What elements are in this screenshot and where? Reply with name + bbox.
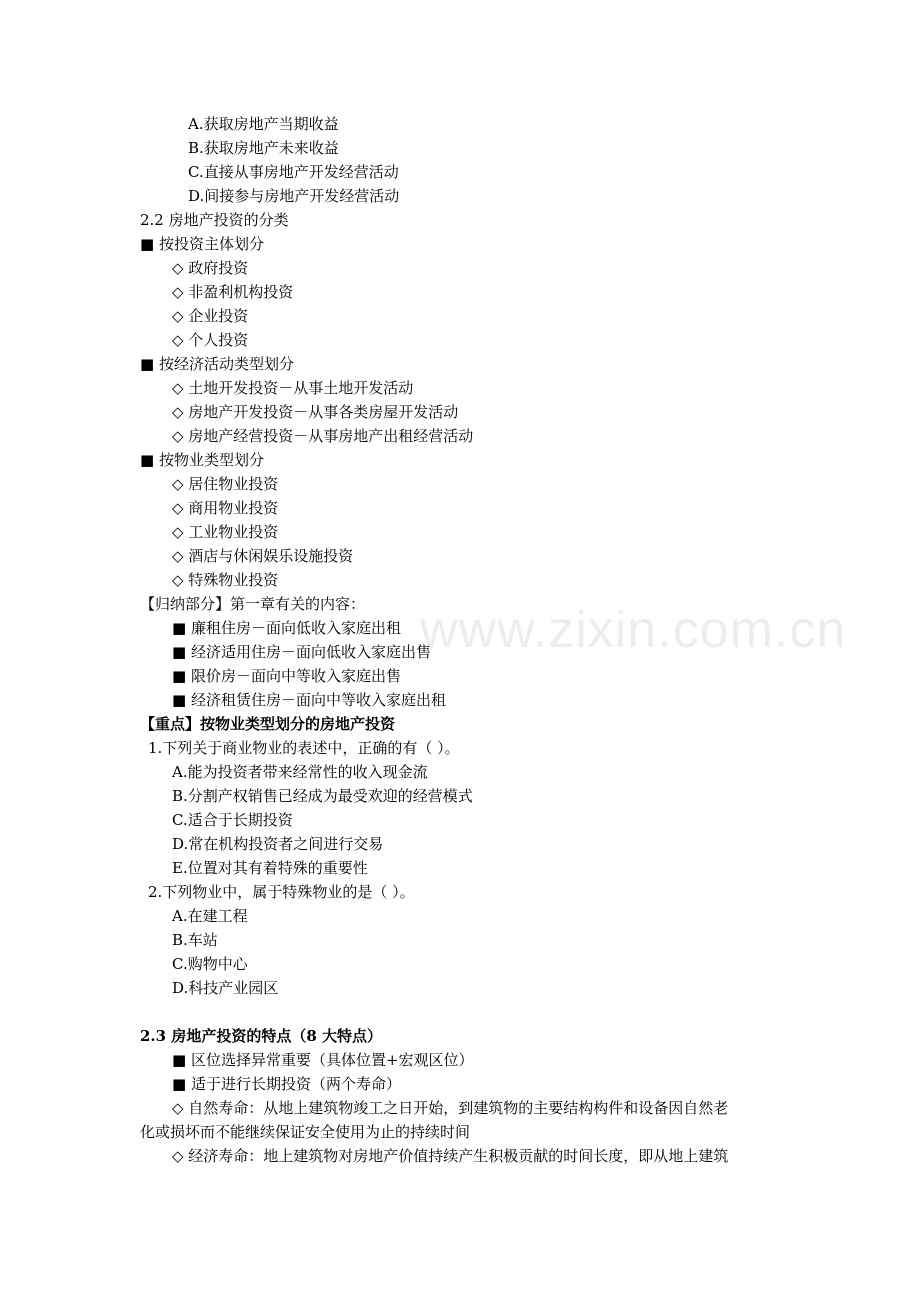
watermark: www.zixin.com.cn: [420, 601, 847, 659]
list-item: ◇ 土地开发投资－从事土地开发活动: [172, 379, 414, 397]
list-item: ◇ 工业物业投资: [172, 523, 279, 541]
list-item: ■ 适于进行长期投资（两个寿命）: [172, 1075, 401, 1093]
summary-header: 【归纳部分】第一章有关的内容：: [140, 595, 366, 613]
option-line: C.直接从事房地产开发经营活动: [188, 163, 399, 181]
group-header: ■ 按投资主体划分: [140, 235, 264, 253]
list-item: ◇ 政府投资: [172, 259, 249, 277]
key-point-heading: 【重点】按物业类型划分的房地产投资: [140, 715, 396, 733]
option-line: A.获取房地产当期收益: [188, 115, 339, 133]
option-line: E.位置对其有着特殊的重要性: [172, 859, 368, 877]
option-line: C.购物中心: [172, 955, 248, 973]
paragraph-line: ◇ 经济寿命：地上建筑物对房地产价值持续产生积极贡献的时间长度，即从地上建筑: [172, 1147, 729, 1165]
list-item: ■ 经济适用住房－面向低收入家庭出售: [172, 643, 431, 661]
paragraph-line: 化或损坏而不能继续保证安全使用为止的持续时间: [140, 1123, 471, 1141]
option-line: A.能为投资者带来经常性的收入现金流: [172, 763, 428, 781]
section-title: 2.2 房地产投资的分类: [140, 211, 289, 229]
option-line: C.适合于长期投资: [172, 811, 293, 829]
list-item: ◇ 特殊物业投资: [172, 571, 279, 589]
list-item: ■ 限价房－面向中等收入家庭出售: [172, 667, 401, 685]
list-item: ◇ 非盈利机构投资: [172, 283, 294, 301]
paragraph-line: ◇ 自然寿命：从地上建筑物竣工之日开始，到建筑物的主要结构构件和设备因自然老: [172, 1099, 729, 1117]
list-item: ■ 经济租赁住房－面向中等收入家庭出租: [172, 691, 446, 709]
list-item: ■ 廉租住房－面向低收入家庭出租: [172, 619, 401, 637]
question-stem: 1.下列关于商业物业的表述中，正确的有（ ）。: [148, 739, 460, 757]
question-stem: 2.下列物业中，属于特殊物业的是（ ）。: [148, 883, 415, 901]
list-item: ◇ 房地产开发投资－从事各类房屋开发活动: [172, 403, 459, 421]
list-item: ◇ 酒店与休闲娱乐设施投资: [172, 547, 354, 565]
list-item: ◇ 房地产经营投资－从事房地产出租经营活动: [172, 427, 474, 445]
list-item: ◇ 居住物业投资: [172, 475, 279, 493]
option-line: D.常在机构投资者之间进行交易: [172, 835, 384, 853]
option-line: A.在建工程: [172, 907, 248, 925]
list-item: ◇ 企业投资: [172, 307, 249, 325]
list-item: ◇ 个人投资: [172, 331, 249, 349]
option-line: B.分割产权销售已经成为最受欢迎的经营模式: [172, 787, 473, 805]
option-line: B.获取房地产未来收益: [188, 139, 339, 157]
option-line: B.车站: [172, 931, 218, 949]
option-line: D.科技产业园区: [172, 979, 279, 997]
group-header: ■ 按物业类型划分: [140, 451, 264, 469]
list-item: ◇ 商用物业投资: [172, 499, 279, 517]
group-header: ■ 按经济活动类型划分: [140, 355, 294, 373]
list-item: ■ 区位选择异常重要（具体位置+宏观区位）: [172, 1051, 474, 1069]
section-title: 2.3 房地产投资的特点（8 大特点）: [140, 1027, 382, 1045]
option-line: D.间接参与房地产开发经营活动: [188, 187, 400, 205]
